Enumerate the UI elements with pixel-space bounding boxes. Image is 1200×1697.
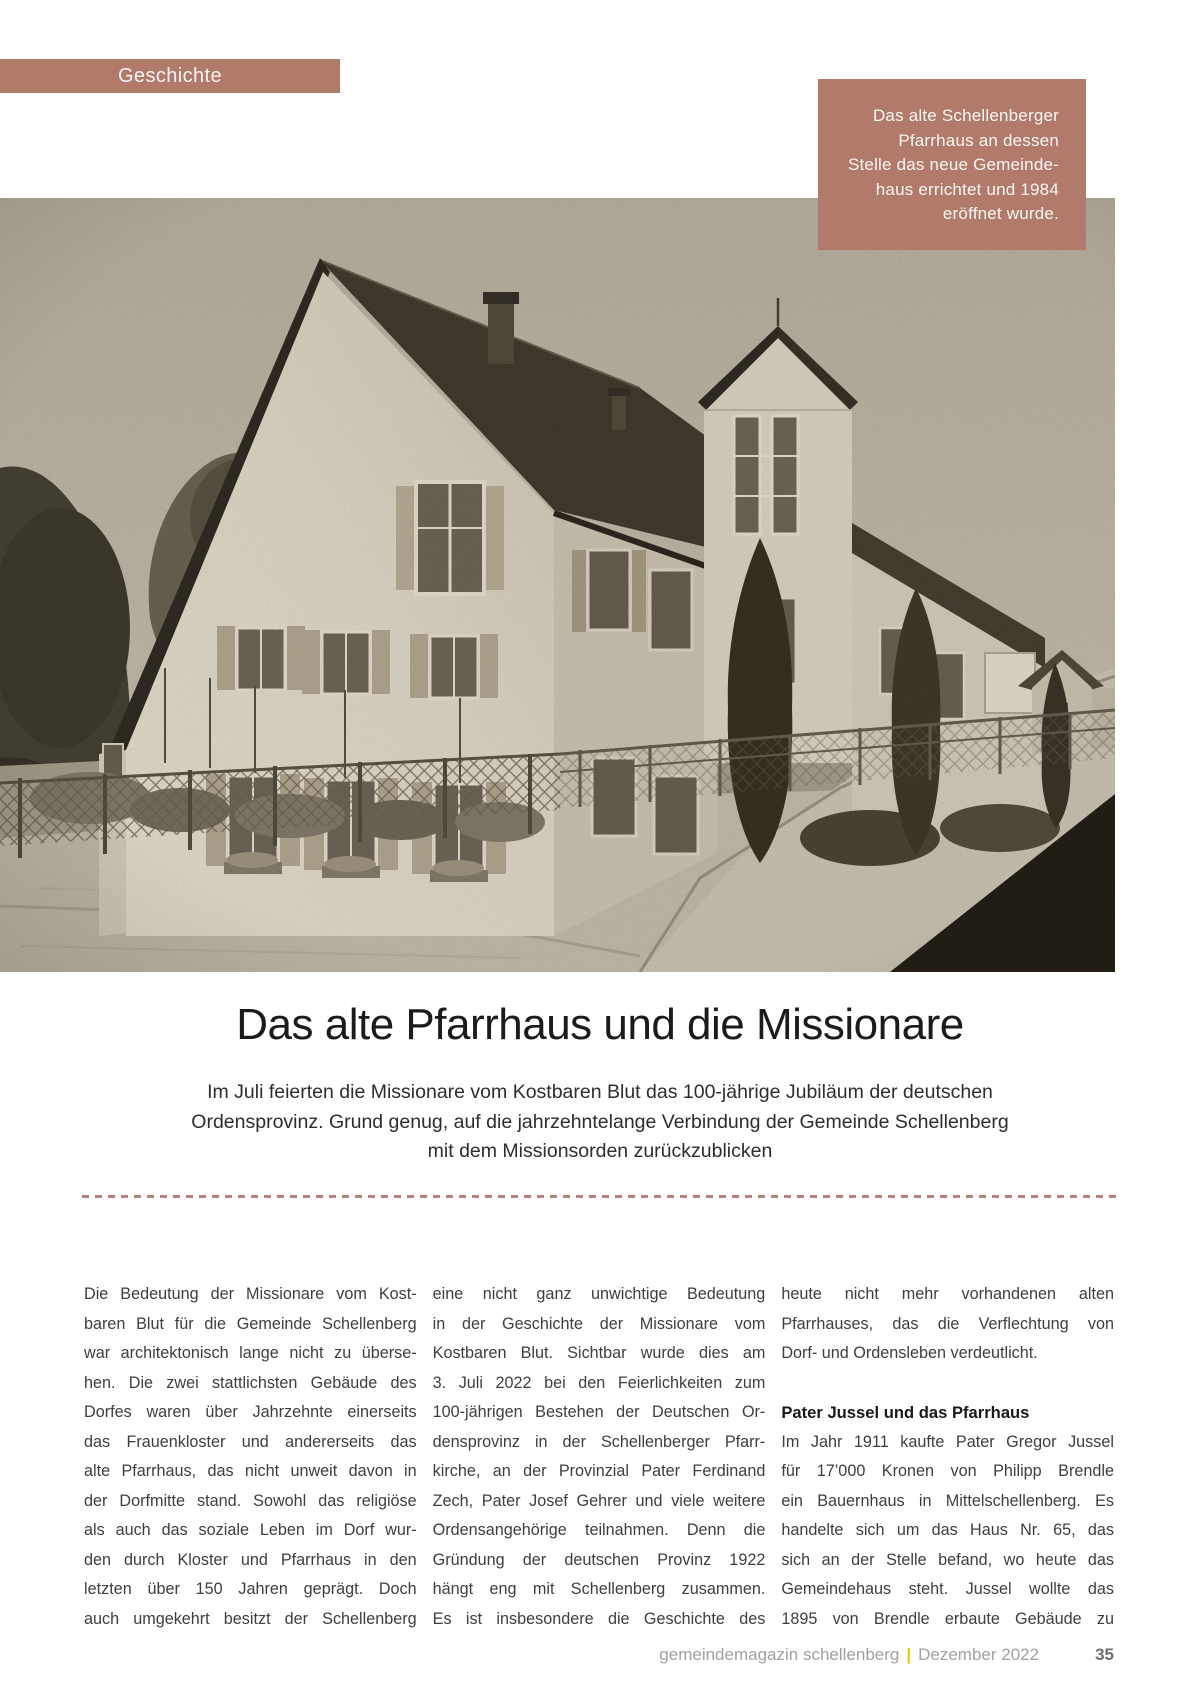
article-body xyxy=(84,1280,1114,1635)
magazine-name: gemeindemagazin schellenberg xyxy=(659,1645,900,1664)
bline: der Dorfmitte stand. Sowohl das religiöse xyxy=(84,1491,417,1510)
bline: handelte sich um das Haus Nr. 65, das xyxy=(781,1521,1114,1540)
bline xyxy=(781,1369,1114,1399)
bline: baren Blut für die Gemeinde Schellenberg xyxy=(84,1314,417,1333)
bline: als auch das soziale Leben im Dorf wur- xyxy=(84,1521,417,1540)
bline: in der Geschichte der Missionare vom xyxy=(432,1314,766,1333)
leadline: Ordensprovinz. Grund genug, auf die jahrzehntelange Verbindung der Gemeinde Schellenberg xyxy=(191,1110,1009,1133)
page-footer xyxy=(84,1645,1114,1665)
bline: 3. Juli 2022 bei den Feierlichkeiten zum xyxy=(432,1373,766,1392)
bline: hängt eng mit Schellenberg zusammen. xyxy=(432,1580,766,1599)
footer-separator: | xyxy=(906,1645,912,1664)
capline: Pfarrhaus an dessen xyxy=(898,130,1059,150)
bline: Es ist insbesondere die Geschichte des xyxy=(432,1610,766,1629)
bline: Dorfes waren über Jahrzehnte einerseits xyxy=(84,1403,417,1422)
text-column-2 xyxy=(433,1280,766,1635)
dashed-divider xyxy=(82,1195,1118,1198)
bline: hen. Die zwei stattlichsten Gebäude des xyxy=(84,1373,417,1392)
bline: Pfarrhauses, das die Verflechtung von xyxy=(781,1314,1114,1333)
bline: letzten über 150 Jahren geprägt. Doch xyxy=(84,1580,417,1599)
bline: Gemeindehaus steht. Jussel wollte das xyxy=(781,1580,1114,1599)
bline: Zech, Pater Josef Gehrer und viele weitere xyxy=(432,1491,766,1510)
page-number: 35 xyxy=(1095,1645,1114,1664)
bline: kirche, an der Provinzial Pater Ferdinand xyxy=(432,1462,766,1481)
capline: eröffnet wurde. xyxy=(942,204,1059,223)
bline: war architektonisch lange nicht zu überse- xyxy=(84,1344,417,1363)
bline: Ordensangehörige teilnahmen. Denn die xyxy=(432,1521,766,1540)
article-lead xyxy=(100,1078,1100,1167)
historic-photo xyxy=(0,198,1115,972)
historic-photo-drawing xyxy=(0,198,1115,972)
bline: densprovinz in der Schellenberger Pfarr- xyxy=(432,1432,766,1451)
bline: 100-jährigen Bestehen der Deutschen Or- xyxy=(432,1403,766,1422)
bline: Die Bedeutung der Missionare vom Kost- xyxy=(84,1285,417,1303)
bline: das Frauenkloster und andererseits das xyxy=(84,1432,417,1451)
leadline: mit dem Missionsorden zurückzublicken xyxy=(427,1140,773,1162)
bline: für 17’000 Kronen von Philipp Brendle xyxy=(781,1462,1114,1481)
bline: Kostbaren Blut. Sichtbar wurde dies am xyxy=(432,1344,766,1363)
bline: 1895 von Brendle erbaute Gebäude zu xyxy=(781,1610,1114,1629)
section-tag: Geschichte xyxy=(0,59,340,93)
leadline: Im Juli feierten die Missionare vom Kostbaren Blut das 100-jährige Jubiläum der deutschen xyxy=(207,1081,993,1103)
photo-caption-box xyxy=(818,79,1086,250)
bline: Gründung der deutschen Provinz 1922 xyxy=(432,1550,766,1569)
bline: Im Jahr 1911 kaufte Pater Gregor Jussel xyxy=(781,1432,1114,1451)
bline: Pater Jussel und das Pfarrhaus xyxy=(781,1403,1030,1423)
capline: Das alte Schellenberger xyxy=(872,106,1059,125)
bline: eine nicht ganz unwichtige Bedeutung xyxy=(432,1285,766,1303)
bline: den durch Kloster und Pfarrhaus in den xyxy=(84,1550,417,1569)
text-column-3 xyxy=(781,1280,1114,1635)
text-column-1 xyxy=(84,1280,417,1635)
bline: sich an der Stelle befand, wo heute das xyxy=(781,1550,1114,1569)
bline: Dorf- und Ordensleben verdeutlicht. xyxy=(781,1344,1038,1363)
bline: ein Bauernhaus in Mittelschellenberg. Es xyxy=(781,1491,1114,1510)
bline: auch umgekehrt besitzt der Schellenberg xyxy=(84,1610,417,1629)
capline: Stelle das neue Gemeinde- xyxy=(847,155,1059,174)
capline: haus errichtet und 1984 xyxy=(875,179,1059,199)
bline: heute nicht mehr vorhandenen alten xyxy=(781,1285,1114,1303)
article-title: Das alte Pfarrhaus und die Missionare xyxy=(236,1000,964,1049)
bline: alte Pfarrhaus, das nicht unweit davon in xyxy=(84,1462,417,1481)
issue-date: Dezember 2022 xyxy=(918,1645,1040,1664)
